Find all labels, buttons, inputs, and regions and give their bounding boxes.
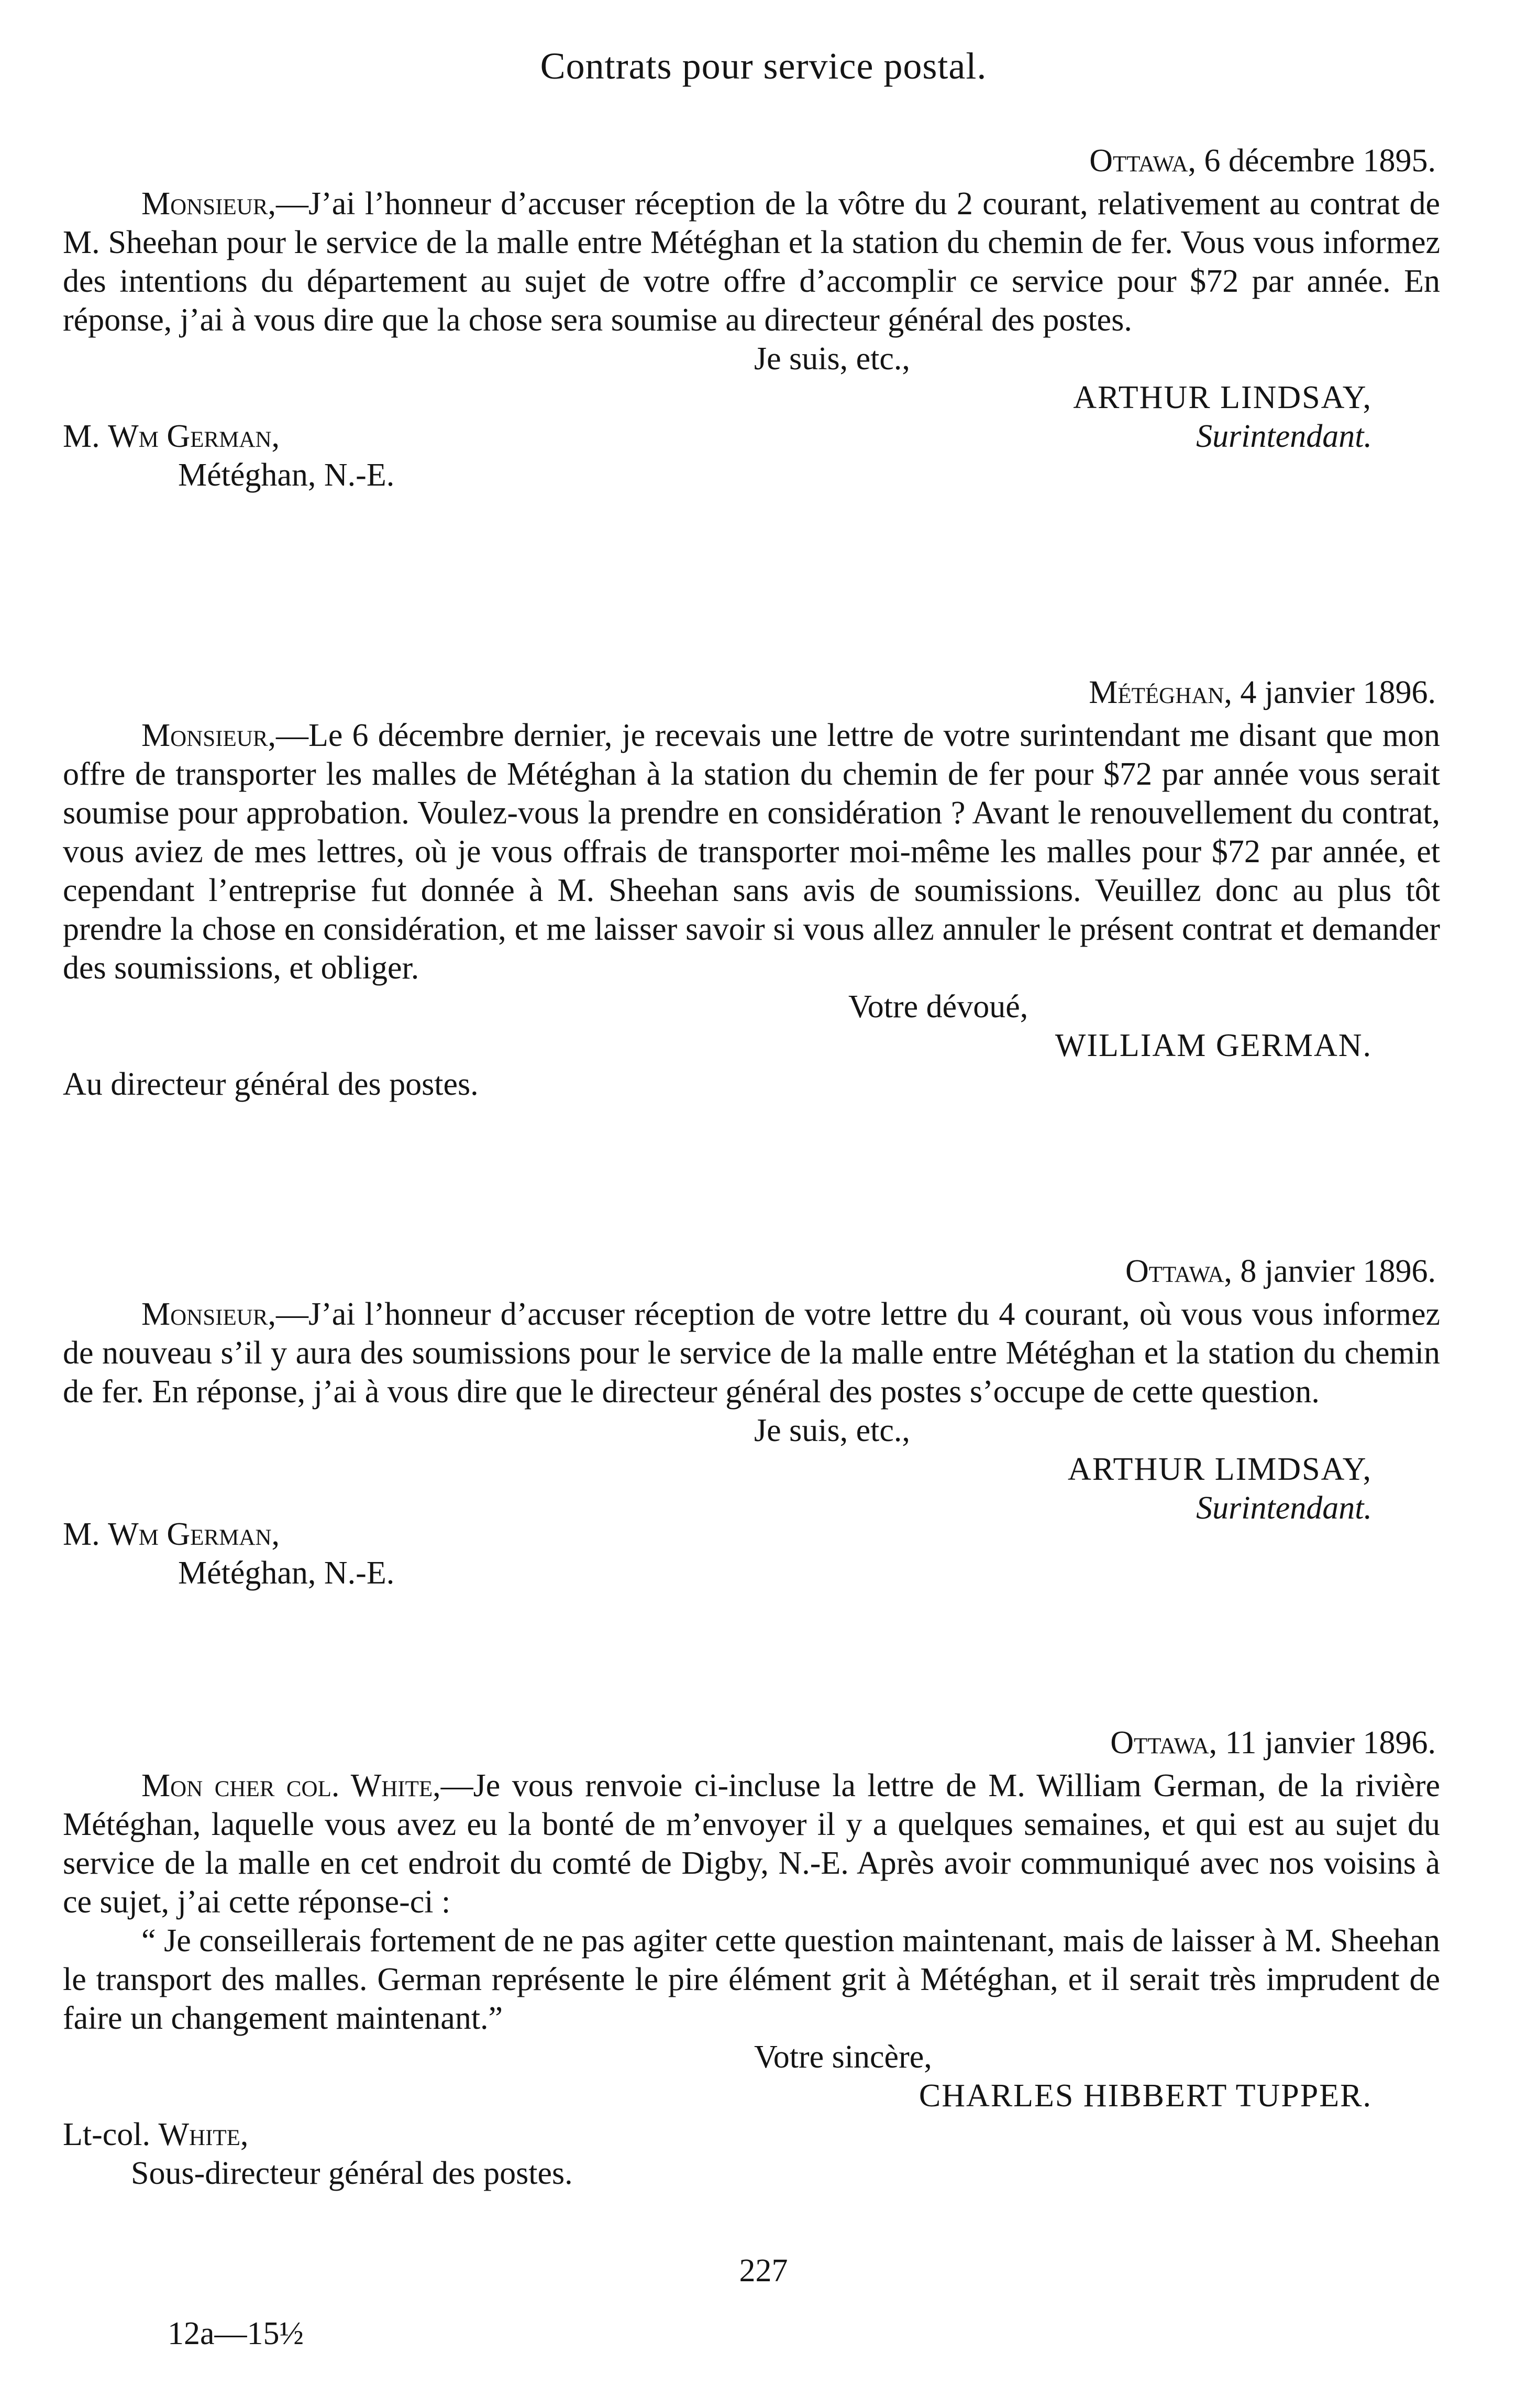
letter-2	[63, 673, 1440, 1104]
signer-title: Surintendant.	[1196, 1490, 1372, 1526]
addressee-place: Météghan, N.-E.	[178, 457, 395, 493]
salutation: Monsieur,	[141, 1296, 276, 1332]
addressee-name: Wm German,	[108, 419, 280, 454]
closing: Votre sincère,	[754, 2039, 932, 2075]
body-text: —J’ai l’honneur d’accuser réception de votre lettre du 4 courant, où vous vous informez de nouveau s’il y aura des soumissions pour le service de la malle entre Météghan et la station du chemin de fer. En réponse, j’ai à vous dire que le directeur général des postes s’occupe de cette question.	[63, 1296, 1440, 1410]
date-place: Ottawa,	[1089, 143, 1197, 179]
addressee-name: White,	[158, 2117, 249, 2152]
signature: WILLIAM GERMAN.	[1055, 1028, 1372, 1063]
letter-paragraph	[63, 1766, 1440, 1921]
addressee-place: Météghan, N.-E.	[178, 1555, 395, 1591]
signer-title: Surintendant.	[1196, 419, 1372, 454]
addressee-name: Wm German,	[108, 1516, 280, 1552]
letter-body	[63, 1766, 1440, 2038]
signature: CHARLES HIBBERT TUPPER.	[919, 2078, 1372, 2114]
letter-dateline	[63, 141, 1440, 180]
addressee-prefix: Lt-col.	[63, 2117, 159, 2152]
date-text: 4 janvier 1896.	[1232, 675, 1436, 710]
addressee-prefix: M.	[63, 419, 108, 454]
letter-body	[63, 1295, 1440, 1411]
date-place: Météghan,	[1089, 675, 1232, 710]
letter-paragraph	[63, 184, 1440, 339]
letter-1	[63, 141, 1440, 494]
closing: Je suis, etc.,	[754, 1413, 910, 1448]
letter-dateline	[63, 1252, 1440, 1291]
signature: ARTHUR LIMDSAY,	[1068, 1452, 1372, 1487]
page-title: Contrats pour service postal.	[540, 45, 987, 87]
addressee-place: Sous-directeur général des postes.	[131, 2156, 573, 2191]
addressee-prefix: M.	[63, 1516, 108, 1552]
salutation: Mon cher col. White,	[141, 1768, 441, 1804]
signature-mark: 12a—15½	[168, 2316, 304, 2351]
date-text: 6 décembre 1895.	[1196, 143, 1436, 179]
letter-body	[63, 184, 1440, 339]
body-text: —J’ai l’honneur d’accuser réception de la vôtre du 2 courant, relativement au contrat de M. Sheehan pour le service de la malle entre Météghan et la station du chemin de fer. Vous vous informez des intentions du département au sujet de votre offre d’accomplir ce service pour $72 par année. En réponse, j’ai à vous dire que la chose sera soumise au directeur général des postes.	[63, 186, 1440, 338]
letter-3	[63, 1252, 1440, 1592]
signature: ARTHUR LINDSAY,	[1073, 380, 1372, 415]
letter-body	[63, 716, 1440, 987]
letter-dateline	[63, 1723, 1440, 1762]
letter-dateline	[63, 673, 1440, 712]
date-text: 8 janvier 1896.	[1232, 1254, 1436, 1289]
closing: Je suis, etc.,	[754, 341, 910, 377]
body-text: —Le 6 décembre dernier, je recevais une lettre de votre surintendant me disant que mon offre de transporter les malles de Météghan à la station du chemin de fer pour $72 par année vous serait soumise pour approbation. Voulez-vous la prendre en considération ? Avant le renouvellement du contrat, vous aviez de mes lettres, où je vous offrais de transporter moi-même les malles pour $72 par année, et cependant l’entreprise fut donnée à M. Sheehan sans avis de soumissions. Veuillez donc au plus tôt prendre la chose en considération, et me laisser savoir si vous allez annuler le présent contrat et demander des soumissions, et obliger.	[63, 718, 1440, 986]
addressee: Au directeur général des postes.	[63, 1066, 479, 1102]
closing: Votre dévoué,	[848, 989, 1028, 1025]
quoted-reply: “ Je conseillerais fortement de ne pas agiter cette question maintenant, mais de laisser à M. Sheehan le transport des malles. German représente le pire élément grit à Météghan, et il serait très imprudent de faire un changement maintenant.”	[63, 1923, 1440, 2036]
page-number: 227	[739, 2253, 788, 2289]
date-place: Ottawa,	[1110, 1725, 1218, 1761]
letter-4	[63, 1723, 1440, 2193]
letter-paragraph	[63, 1295, 1440, 1411]
salutation: Monsieur,	[141, 718, 276, 753]
body-text: —Je vous renvoie ci-incluse la lettre de M. William German, de la rivière Météghan, laquelle vous avez eu la bonté de m’envoyer il y a quelques semaines, et qui est au sujet du service de la malle en cet endroit du comté de Digby, N.-E. Après avoir communiqué avec nos voisins à ce sujet, j’ai cette réponse-ci :	[63, 1768, 1441, 1920]
salutation: Monsieur,	[141, 186, 276, 222]
letter-paragraph	[63, 716, 1440, 987]
addressee	[63, 2115, 1440, 2193]
date-text: 11 janvier 1896.	[1217, 1725, 1436, 1761]
date-place: Ottawa,	[1125, 1254, 1232, 1289]
